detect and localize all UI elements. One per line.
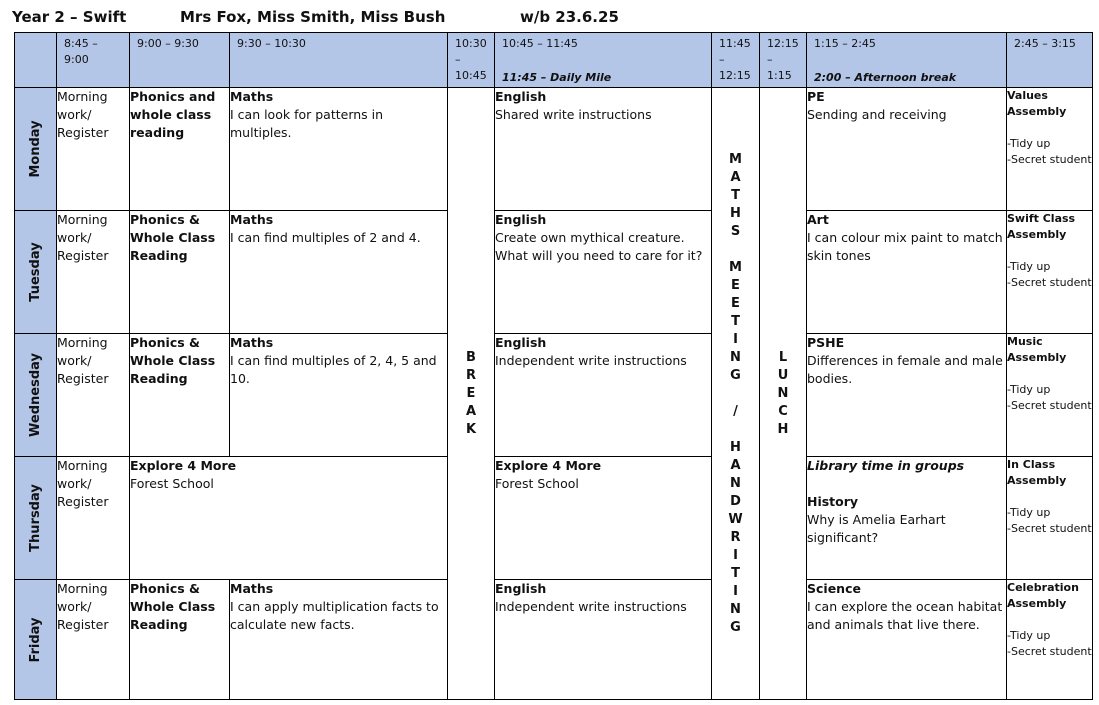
meeting-letter: H xyxy=(730,439,741,455)
meeting-letter: G xyxy=(730,619,741,635)
row-wednesday xyxy=(15,334,1093,457)
meeting-letter: I xyxy=(733,583,738,599)
time-slot-8: 1:15 – 2:45 2:00 – Afternoon break xyxy=(807,33,1007,88)
meeting-letter xyxy=(712,421,759,439)
break-letter: B xyxy=(466,349,476,365)
meeting-letter: T xyxy=(731,565,740,581)
time-header-row xyxy=(15,33,1093,88)
time-slot-2: 9:00 – 9:30 xyxy=(130,33,230,88)
phonics-cell: Phonics and whole class reading xyxy=(130,88,230,211)
afternoon-break-note: 2:00 – Afternoon break xyxy=(814,71,957,84)
assembly-cell: Celebration Assembly -Tidy up -Secret student xyxy=(1007,580,1093,700)
english-cell: English Create own mythical creature. What will you need to care for it? xyxy=(495,211,712,334)
time-slot-3: 9:30 – 10:30 xyxy=(230,33,448,88)
class-name: Year 2 – Swift xyxy=(12,8,127,26)
day-label-tuesday: Tuesday xyxy=(15,211,57,334)
morning-cell: Morning work/ Register xyxy=(57,580,130,700)
maths-meeting-handwriting-column xyxy=(712,88,760,700)
meeting-letter: R xyxy=(730,529,741,545)
meeting-letter: T xyxy=(731,313,740,329)
week-label: w/b 23.6.25 xyxy=(520,8,619,26)
explore-more-pm-cell: Explore 4 More Forest School xyxy=(495,457,712,580)
assembly-cell: Values Assembly -Tidy up -Secret student xyxy=(1007,88,1093,211)
row-monday xyxy=(15,88,1093,211)
english-cell: English Independent write instructions xyxy=(495,580,712,700)
morning-cell: Morning work/ Register xyxy=(57,88,130,211)
meeting-letter: T xyxy=(731,187,740,203)
corner-cell xyxy=(15,33,57,88)
row-thursday xyxy=(15,457,1093,580)
break-letter: A xyxy=(465,403,477,419)
maths-cell: Maths I can find multiples of 2 and 4. xyxy=(230,211,448,334)
pm-lesson-cell: PE Sending and receiving xyxy=(807,88,1007,211)
morning-cell: Morning work/ Register xyxy=(57,334,130,457)
assembly-cell: Music Assembly -Tidy up -Secret student xyxy=(1007,334,1093,457)
meeting-letter: A xyxy=(730,457,741,473)
lunch-letter: L xyxy=(778,349,788,365)
meeting-letter: M xyxy=(729,259,742,275)
time-slot-5: 10:45 – 11:45 11:45 – Daily Mile xyxy=(495,33,712,88)
pm-lesson-cell: Science I can explore the ocean habitat and animals that live there. xyxy=(807,580,1007,700)
phonics-cell: Phonics & Whole Class Reading xyxy=(130,211,230,334)
morning-cell: Morning work/ Register xyxy=(57,457,130,580)
pm-lesson-cell: Art I can colour mix paint to match skin tones xyxy=(807,211,1007,334)
lunch-column xyxy=(760,88,807,700)
break-letter: E xyxy=(466,385,476,401)
meeting-letter: I xyxy=(733,331,738,347)
timetable-title xyxy=(12,8,1092,30)
time-slot-4: 10:30 – 10:45 xyxy=(448,33,495,88)
daily-mile-note: 11:45 – Daily Mile xyxy=(502,71,612,84)
break-column xyxy=(448,88,495,700)
maths-cell: Maths I can look for patterns in multiples. xyxy=(230,88,448,211)
meeting-letter: E xyxy=(731,295,740,311)
day-label-wednesday: Wednesday xyxy=(15,334,57,457)
lunch-letter: N xyxy=(777,385,789,401)
meeting-letter: G xyxy=(730,367,741,383)
lunch-letter: H xyxy=(777,421,789,437)
english-cell: English Independent write instructions xyxy=(495,334,712,457)
lunch-letter: C xyxy=(778,403,788,419)
day-label-friday: Friday xyxy=(15,580,57,700)
english-cell: English Shared write instructions xyxy=(495,88,712,211)
maths-cell: Maths I can apply multiplication facts to calculate new facts. xyxy=(230,580,448,700)
library-note: Library time in groups xyxy=(807,458,965,473)
time-slot-1: 8:45 – 9:00 xyxy=(57,33,130,88)
meeting-letter: D xyxy=(730,493,741,509)
meeting-letter: W xyxy=(728,511,743,527)
row-friday xyxy=(15,580,1093,700)
timetable xyxy=(14,32,1093,700)
meeting-letter: I xyxy=(733,547,738,563)
meeting-letter: H xyxy=(730,205,741,221)
time-slot-9: 2:45 – 3:15 xyxy=(1007,33,1093,88)
meeting-letter: N xyxy=(730,601,741,617)
pm-lesson-cell: Library time in groups History Why is Amelia Earhart significant? xyxy=(807,457,1007,580)
explore-more-cell: Explore 4 More Forest School xyxy=(130,457,448,580)
assembly-cell: In Class Assembly -Tidy up -Secret student xyxy=(1007,457,1093,580)
time-slot-6: 11:45 – 12:15 xyxy=(712,33,760,88)
break-letter: K xyxy=(465,421,477,437)
meeting-letter: N xyxy=(730,349,741,365)
time-slot-7: 12:15 – 1:15 xyxy=(760,33,807,88)
assembly-cell: Swift Class Assembly -Tidy up -Secret student xyxy=(1007,211,1093,334)
meeting-letter xyxy=(712,241,759,259)
day-label-monday: Monday xyxy=(15,88,57,211)
morning-cell: Morning work/ Register xyxy=(57,211,130,334)
phonics-cell: Phonics & Whole Class Reading xyxy=(130,334,230,457)
meeting-letter: A xyxy=(730,169,741,185)
meeting-letter: E xyxy=(731,277,740,293)
pm-lesson-cell: PSHE Differences in female and male bodies. xyxy=(807,334,1007,457)
meeting-letter: N xyxy=(730,475,741,491)
row-tuesday xyxy=(15,211,1093,334)
teachers: Mrs Fox, Miss Smith, Miss Bush xyxy=(180,8,446,26)
phonics-cell: Phonics & Whole Class Reading xyxy=(130,580,230,700)
break-letter: R xyxy=(465,367,476,383)
lunch-letter: U xyxy=(777,367,789,383)
day-label-thursday: Thursday xyxy=(15,457,57,580)
meeting-letter: S xyxy=(730,223,741,239)
maths-cell: Maths I can find multiples of 2, 4, 5 and 10. xyxy=(230,334,448,457)
meeting-letter: M xyxy=(729,151,742,167)
meeting-letter: / xyxy=(733,403,738,419)
meeting-letter xyxy=(712,385,759,403)
